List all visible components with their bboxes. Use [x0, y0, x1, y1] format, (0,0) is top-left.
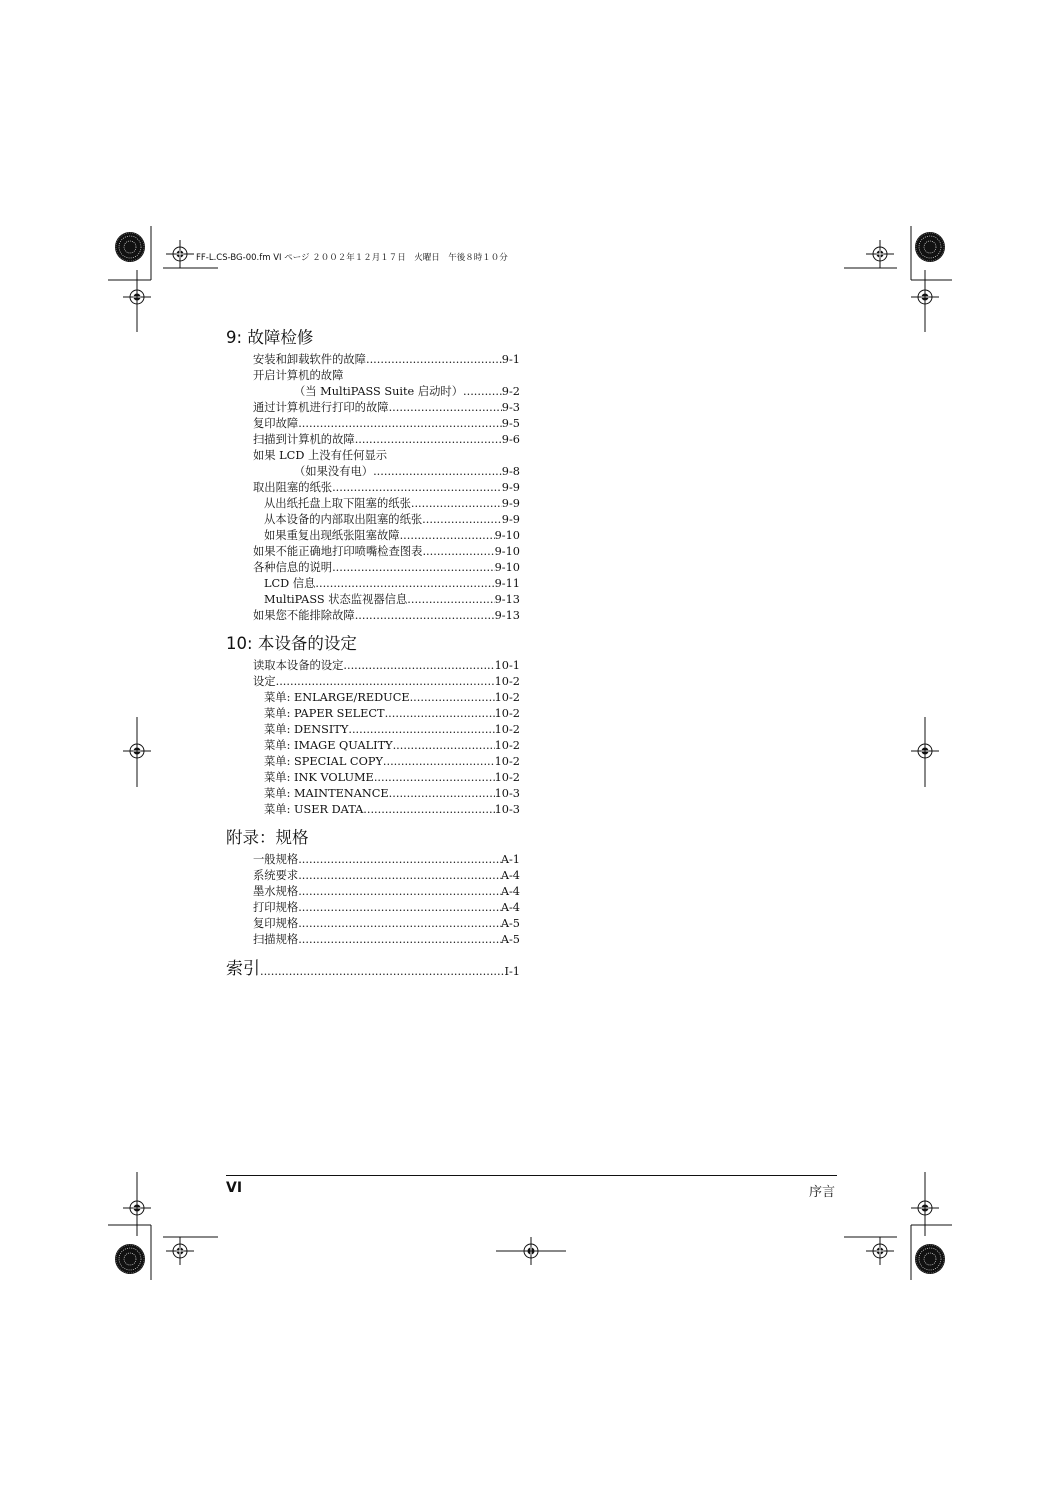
- toc-entry[interactable]: [226, 658, 520, 674]
- toc-entry-text: 读取本设备的设定: [253, 659, 344, 672]
- toc-entry-page: A-4: [500, 869, 520, 882]
- toc-entry-page: 9-3: [501, 401, 520, 414]
- toc-entry-text: 打印规格: [253, 901, 299, 914]
- toc-entry-page: 10-2: [494, 723, 520, 736]
- toc-entry-page: 9-10: [494, 545, 520, 558]
- toc-entry-text: 一般规格: [253, 853, 299, 866]
- toc-entry[interactable]: [226, 690, 520, 706]
- toc-entry[interactable]: [226, 512, 520, 528]
- file-slug: FF-L.CS-BG-00.fm VI ページ ２００２年１２月１７日 火曜日 午後８時１０分: [196, 253, 508, 263]
- leader-dots: [355, 608, 495, 624]
- leader-dots: [332, 480, 502, 496]
- leader-dots: [298, 416, 502, 432]
- footer-rule: [226, 1175, 837, 1176]
- toc-section: [226, 326, 520, 624]
- toc-entry-page: 9-1: [501, 353, 520, 366]
- toc-entry-text: 菜单: USER DATA: [264, 803, 364, 816]
- leader-dots: [374, 770, 495, 786]
- leader-dots: [389, 786, 495, 802]
- section-heading: [226, 326, 520, 350]
- toc-entry-text: 菜单: IMAGE QUALITY: [264, 739, 393, 752]
- toc-entry-page: A-5: [500, 917, 520, 930]
- toc-entry-page: 10-2: [494, 771, 520, 784]
- toc-entry-text: 复印故障: [253, 417, 299, 430]
- toc-entry[interactable]: [226, 576, 520, 592]
- toc-entry-text: MultiPASS 状态监视器信息: [264, 593, 408, 606]
- toc-entry-text: 菜单: PAPER SELECT: [264, 707, 385, 720]
- toc-entry[interactable]: [226, 754, 520, 770]
- toc-entry[interactable]: [226, 496, 520, 512]
- leader-dots: [315, 576, 494, 592]
- toc-entry-page: 9-10: [494, 561, 520, 574]
- toc-entry-text: 如果不能正确地打印喷嘴检查图表: [253, 545, 423, 558]
- toc-entry-page: 9-13: [494, 593, 520, 606]
- leader-dots: [276, 674, 495, 690]
- toc-entry-page: 10-3: [494, 787, 520, 800]
- toc-entry-page: 9-8: [501, 465, 520, 478]
- toc-entry[interactable]: [226, 608, 520, 624]
- toc-section: [226, 826, 520, 948]
- leader-dots: [298, 868, 501, 884]
- toc-entry[interactable]: [226, 738, 520, 754]
- toc-entry-text: 从本设备的内部取出阻塞的纸张: [264, 513, 423, 526]
- toc-entry[interactable]: [226, 352, 520, 368]
- toc-entry-page: 9-13: [494, 609, 520, 622]
- table-of-contents: [226, 326, 520, 980]
- toc-entry-text: 扫描到计算机的故障: [253, 433, 355, 446]
- toc-entry-page: A-4: [500, 885, 520, 898]
- toc-index-entry: [226, 958, 520, 980]
- toc-entry-page: 9-9: [501, 497, 520, 510]
- toc-entry-page: 9-6: [501, 433, 520, 446]
- toc-entry-text: 安装和卸载软件的故障: [253, 353, 366, 366]
- index-page: I-1: [504, 965, 520, 978]
- leader-dots: [383, 754, 495, 770]
- toc-entry-text: 设定: [253, 675, 276, 688]
- toc-entry-page: 10-3: [494, 803, 520, 816]
- toc-entry-text: 扫描规格: [253, 933, 299, 946]
- toc-entry[interactable]: [226, 432, 520, 448]
- toc-entry-text: 菜单: DENSITY: [264, 723, 349, 736]
- section-number: 10:: [226, 634, 253, 653]
- leader-dots: [343, 658, 494, 674]
- toc-entry-text: 开启计算机的故障: [253, 369, 344, 382]
- section-heading: [226, 826, 520, 850]
- leader-dots: [348, 722, 494, 738]
- leader-dots: [363, 802, 494, 818]
- toc-entry[interactable]: [226, 384, 520, 400]
- toc-entry[interactable]: [226, 368, 520, 384]
- toc-entry[interactable]: [226, 400, 520, 416]
- leader-dots: [373, 464, 502, 480]
- toc-entry-text: 墨水规格: [253, 885, 299, 898]
- section-number: 9:: [226, 328, 243, 347]
- leader-dots: [298, 852, 501, 868]
- toc-entry-text: 菜单: MAINTENANCE: [264, 787, 389, 800]
- leader-dots: [411, 496, 502, 512]
- toc-entry-page: 10-2: [494, 707, 520, 720]
- leader-dots: [389, 400, 502, 416]
- toc-entry[interactable]: [226, 448, 520, 464]
- toc-section: [226, 632, 520, 818]
- toc-entry-text: 菜单: ENLARGE/REDUCE: [264, 691, 410, 704]
- toc-entry-text: 菜单: SPECIAL COPY: [264, 755, 383, 768]
- toc-entry-page: 10-2: [494, 691, 520, 704]
- leader-dots: [463, 384, 502, 400]
- leader-dots: [407, 592, 494, 608]
- toc-entry[interactable]: [226, 464, 520, 480]
- toc-entry-page: 9-10: [494, 529, 520, 542]
- toc-entry-text: 通过计算机进行打印的故障: [253, 401, 389, 414]
- toc-entry[interactable]: [226, 480, 520, 496]
- toc-entry-text: 如果 LCD 上没有任何显示: [253, 449, 388, 462]
- toc-entry[interactable]: [226, 884, 520, 900]
- section-title: 本设备的设定: [257, 634, 357, 653]
- toc-entry[interactable]: [226, 416, 520, 432]
- toc-entry[interactable]: [226, 900, 520, 916]
- section-title: 附录：规格: [226, 828, 309, 847]
- leader-dots: [422, 544, 494, 560]
- toc-entry[interactable]: [226, 674, 520, 690]
- toc-entry-text: 如果您不能排除故障: [253, 609, 355, 622]
- toc-entry-page: 9-11: [494, 577, 520, 590]
- toc-entry-text: 各种信息的说明: [253, 561, 333, 574]
- toc-entry-page: 9-9: [501, 513, 520, 526]
- toc-entry[interactable]: [226, 706, 520, 722]
- toc-entry-page: 9-9: [501, 481, 520, 494]
- toc-entry-page: 9-5: [501, 417, 520, 430]
- footer-page-label: VI: [226, 1180, 243, 1196]
- toc-entry-page: 10-1: [494, 659, 520, 672]
- leader-dots: [298, 932, 501, 948]
- toc-entry[interactable]: [226, 528, 520, 544]
- toc-entry[interactable]: [226, 560, 520, 576]
- toc-entry-page: 10-2: [494, 739, 520, 752]
- toc-entry-page: 9-2: [501, 385, 520, 398]
- toc-entry[interactable]: [226, 916, 520, 932]
- toc-entry-text: 从出纸托盘上取下阻塞的纸张: [264, 497, 411, 510]
- toc-entry[interactable]: [226, 802, 520, 818]
- leader-dots: [298, 916, 501, 932]
- toc-entry-text: （如果没有电）: [294, 465, 374, 478]
- leader-dots: [355, 432, 502, 448]
- leader-dots: [332, 560, 495, 576]
- leader-dots: [422, 512, 502, 528]
- toc-entry[interactable]: [226, 932, 520, 948]
- leader-dots: [400, 528, 495, 544]
- footer-section-label: 序言: [808, 1185, 835, 1200]
- leader-dots: [366, 352, 502, 368]
- leader-dots: [298, 884, 501, 900]
- toc-entry-text: LCD 信息: [264, 577, 316, 590]
- leader-dots: [260, 964, 505, 980]
- section-title: 故障检修: [247, 328, 314, 347]
- index-title: 索引: [226, 959, 260, 979]
- leader-dots: [410, 690, 495, 706]
- toc-entry-page: 10-2: [494, 675, 520, 688]
- section-heading: [226, 632, 520, 656]
- toc-entry-text: 如果重复出现纸张阻塞故障: [264, 529, 400, 542]
- toc-entry[interactable]: [226, 770, 520, 786]
- toc-entry[interactable]: [226, 544, 520, 560]
- toc-entry-page: A-1: [500, 853, 520, 866]
- toc-entry[interactable]: [226, 592, 520, 608]
- toc-entry[interactable]: [226, 722, 520, 738]
- toc-entry[interactable]: [226, 868, 520, 884]
- toc-entry-text: 取出阻塞的纸张: [253, 481, 333, 494]
- toc-entry-text: 菜单: INK VOLUME: [264, 771, 374, 784]
- toc-entry-page: 10-2: [494, 755, 520, 768]
- leader-dots: [298, 900, 501, 916]
- toc-entry-text: 复印规格: [253, 917, 299, 930]
- toc-entry-page: A-5: [500, 933, 520, 946]
- toc-entry-text: （当 MultiPASS Suite 启动时）: [294, 385, 464, 398]
- toc-entry-text: 系统要求: [253, 869, 299, 882]
- toc-entry-page: A-4: [500, 901, 520, 914]
- leader-dots: [385, 706, 495, 722]
- toc-entry[interactable]: [226, 852, 520, 868]
- toc-entry[interactable]: [226, 786, 520, 802]
- leader-dots: [393, 738, 495, 754]
